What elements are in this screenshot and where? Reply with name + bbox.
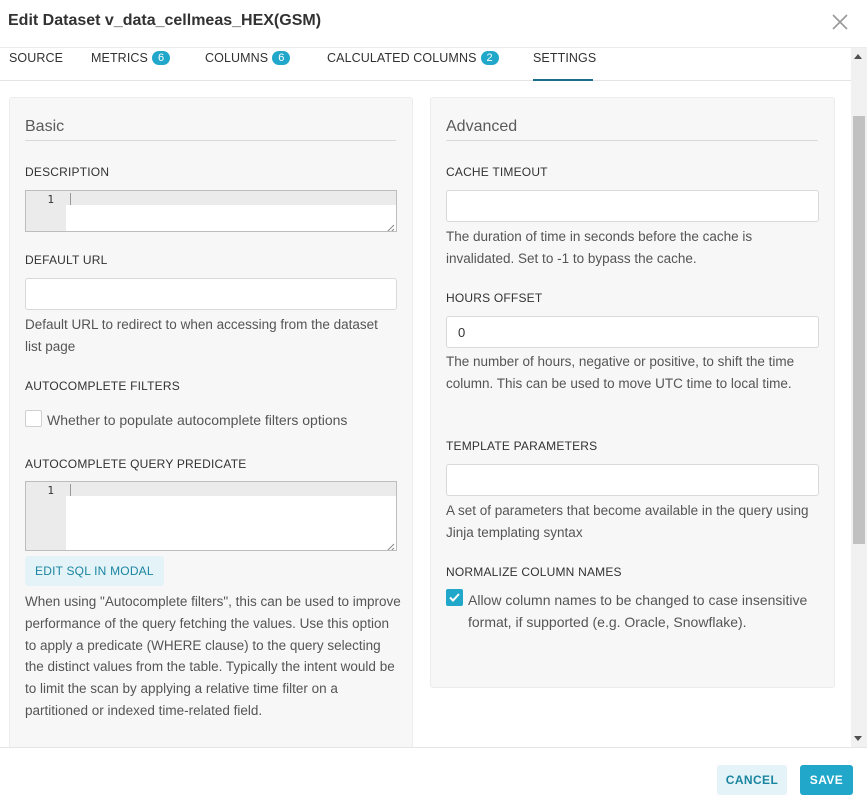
autocomplete-predicate-help: When using "Autocomplete filters", this can be used to improve performance of the query fetching the values. Use this option to apply a predicate (WHERE clause) to the query selecting the distinct values from the table. Typically the intent would be to limit the scan by applying a relative time filter on a partitioned or indexed time-related field. — [25, 594, 401, 718]
advanced-panel — [430, 97, 835, 688]
line-number: 1 — [47, 484, 54, 497]
scroll-up-arrow-icon[interactable] — [854, 54, 862, 59]
tab-count-badge: 2 — [481, 51, 499, 65]
modal-header — [0, 0, 867, 48]
default-url-help: Default URL to redirect to when accessing from the dataset list page — [25, 317, 378, 354]
code-gutter — [26, 482, 66, 550]
autocomplete-filters-checkbox-label: Whether to populate autocomplete filters options — [47, 412, 348, 428]
basic-panel — [9, 97, 413, 747]
autocomplete-predicate-editor[interactable] — [25, 481, 397, 551]
close-icon[interactable] — [830, 12, 850, 32]
tab-metrics[interactable] — [91, 48, 170, 81]
basic-title: Basic — [25, 118, 65, 135]
template-parameters-label: TEMPLATE PARAMETERS — [446, 439, 598, 453]
tab-label: COLUMNS — [205, 51, 269, 65]
divider — [25, 140, 396, 141]
check-icon — [447, 590, 462, 605]
autocomplete-filters-label: AUTOCOMPLETE FILTERS — [25, 379, 180, 393]
tab-label: SOURCE — [9, 51, 64, 65]
tab-source[interactable] — [9, 48, 63, 81]
line-number: 1 — [47, 193, 54, 206]
tab-label: SETTINGS — [533, 51, 597, 65]
normalize-column-names-label: NORMALIZE COLUMN NAMES — [446, 565, 622, 579]
advanced-title: Advanced — [446, 118, 518, 135]
hours-offset-input[interactable] — [446, 316, 819, 348]
hours-offset-label: HOURS OFFSET — [446, 291, 543, 305]
tab-bar — [0, 48, 851, 81]
edit-sql-in-modal-button[interactable]: EDIT SQL IN MODAL — [25, 556, 164, 586]
description-label: DESCRIPTION — [25, 165, 110, 179]
description-editor[interactable] — [25, 190, 397, 232]
autocomplete-predicate-label: AUTOCOMPLETE QUERY PREDICATE — [25, 457, 247, 471]
tab-count-badge: 6 — [152, 51, 170, 65]
autocomplete-filters-checkbox[interactable] — [25, 410, 42, 427]
tab-label: CALCULATED COLUMNS — [327, 51, 477, 65]
tab-label: METRICS — [91, 51, 148, 65]
cancel-button[interactable]: CANCEL — [717, 765, 787, 795]
settings-content — [0, 81, 851, 747]
template-parameters-input[interactable] — [446, 464, 819, 496]
tab-settings[interactable] — [533, 48, 597, 81]
cache-timeout-label: CACHE TIMEOUT — [446, 165, 548, 179]
default-url-input[interactable] — [25, 278, 397, 310]
resize-grip-icon[interactable] — [385, 220, 395, 230]
active-line — [66, 482, 396, 496]
text-cursor — [70, 484, 71, 496]
resize-grip-icon[interactable] — [385, 539, 395, 549]
text-cursor — [70, 193, 71, 205]
normalize-column-names-checkbox-label: Allow column names to be changed to case insensitive format, if supported (e.g. Oracle, Snowflake). — [468, 592, 808, 630]
tab-calculated-columns[interactable] — [327, 48, 499, 81]
divider — [446, 140, 818, 141]
tab-count-badge: 6 — [272, 51, 290, 65]
default-url-label: DEFAULT URL — [25, 253, 108, 267]
template-parameters-help: A set of parameters that become available in the query using Jinja templating syntax — [446, 503, 809, 540]
vertical-scrollbar[interactable] — [851, 48, 867, 747]
hours-offset-help: The number of hours, negative or positive, to shift the time column. This can be used to move UTC time to local time. — [446, 354, 795, 391]
active-line — [66, 191, 396, 205]
modal-title: Edit Dataset v_data_cellmeas_HEX(GSM) — [8, 12, 322, 29]
code-gutter — [26, 191, 66, 231]
cache-timeout-help: The duration of time in seconds before the cache is invalidated. Set to -1 to bypass the cache. — [446, 229, 753, 266]
normalize-column-names-checkbox[interactable] — [446, 589, 463, 606]
modal-footer — [0, 747, 867, 802]
save-button[interactable]: SAVE — [800, 765, 853, 795]
scroll-down-arrow-icon[interactable] — [854, 736, 862, 741]
cache-timeout-input[interactable] — [446, 190, 819, 222]
tab-columns[interactable] — [205, 48, 290, 81]
scrollbar-thumb[interactable] — [853, 116, 865, 544]
